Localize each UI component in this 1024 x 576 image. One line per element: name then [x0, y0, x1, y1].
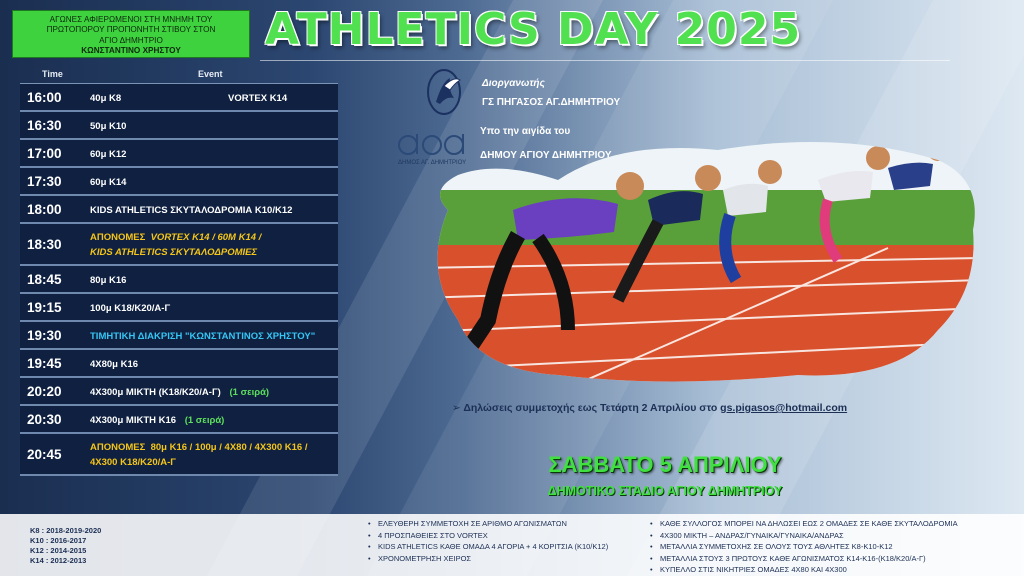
memorial-name: ΚΩΝΣΤΑΝΤΙΝΟ ΧΡΗΣΤΟΥ [81, 45, 181, 55]
awards-events: VORTEX K14 / 60M K14 / [150, 232, 262, 243]
memorial-line: ΠΡΩΤΟΠΟΡΟΥ ΠΡΟΠΟΝΗΤΗ ΣΤΙΒΟΥ ΣΤΟΝ [46, 25, 216, 35]
schedule-row [20, 350, 338, 378]
row-event-line [90, 387, 269, 398]
athletes-photo [418, 120, 983, 388]
registration-email-link[interactable]: gs.pigasos@hotmail.com [720, 402, 848, 414]
row-event: 80μ K16 [90, 275, 127, 286]
schedule-row [20, 434, 338, 476]
schedule-row [20, 112, 338, 140]
row-event: 4Χ80μ K16 [90, 359, 139, 370]
registration-note [452, 402, 847, 414]
row-time: 19:15 [27, 300, 62, 315]
heat-note: (1 σειρά) [184, 415, 225, 426]
row-time: 18:30 [27, 237, 62, 252]
rule-item: • ΕΛΕΥΘΕΡΗ ΣΥΜΜΕΤΟΧΗ ΣΕ ΑΡΙΘΜΟ ΑΓΩΝΙΣΜΑΤΩΝ [368, 518, 608, 530]
page-title: ATHLETICS DAY 2025 [265, 4, 802, 55]
awards-label: ΑΠΟΝΟΜΕΣ [90, 232, 146, 243]
registration-text: Δηλώσεις συμμετοχής εως Τετάρτη 2 Απριλίου στο [463, 402, 718, 414]
age-group-item: K10 : 2016-2017 [30, 536, 87, 545]
age-group-item: K8 : 2018-2019-2020 [30, 526, 102, 535]
row-time: 17:30 [27, 174, 62, 189]
row-time: 19:45 [27, 356, 62, 371]
rule-item: • 4 ΠΡΟΣΠΑΘΕΙΕΣ ΣΤΟ VORTEX [368, 530, 608, 542]
rule-item: • KIDS ATHLETICS ΚΑΘΕ ΟΜΑΔΑ 4 ΑΓΟΡΙΑ + 4 ΚΟΡΙΤΣΙΑ (Κ10/Κ12) [368, 541, 608, 553]
aegis-label: Υπο την αιγίδα του [480, 126, 571, 137]
schedule-row [20, 406, 338, 434]
row-event: 4Χ300μ ΜΙΚΤΗ (K18/K20/Α-Γ) [90, 387, 221, 398]
event-date: ΣΑΒΒΑΤΟ 5 ΑΠΡΙΛΙΟΥ [548, 452, 782, 477]
row-event: 4Χ300μ ΜΙΚΤΗ K16 [90, 415, 177, 426]
row-time: 19:30 [27, 328, 62, 343]
rule-item: • ΧΡΟΝΟΜΕΤΡΗΣΗ ΧΕΙΡΟΣ [368, 553, 608, 565]
aegis-name: ΔΗΜΟΥ ΑΓΙΟΥ ΔΗΜΗΤΡΙΟΥ [480, 150, 612, 161]
schedule-row [20, 322, 338, 350]
row-time: 20:20 [27, 384, 62, 399]
schedule-row [20, 84, 338, 112]
header-event: Event [198, 69, 223, 79]
row-time: 16:30 [27, 118, 62, 133]
row-event: KIDS ATHLETICS ΣΚΥΤΑΛΟΔΡΟΜΙΑ K10/K12 [90, 205, 293, 216]
heat-note: (1 σειρά) [229, 387, 270, 398]
row-time: 18:00 [27, 202, 62, 217]
row-event-line [90, 415, 224, 426]
schedule-header [20, 66, 338, 84]
awards-events-continued: 4Χ300 K18/K20/Α-Γ [90, 457, 176, 468]
awards-events: 80μ K16 / 100μ / 4Χ80 / 4Χ300 K16 / [150, 442, 308, 453]
header-time: Time [42, 69, 63, 79]
age-group-item: K14 : 2012-2013 [30, 556, 87, 565]
rules-list-right [650, 518, 958, 576]
pegasus-logo [414, 68, 474, 116]
rule-item: • ΚΥΠΕΛΛΟ ΣΤΙΣ ΝΙΚΗΤΡΙΕΣ ΟΜΑΔΕΣ 4Χ80 ΚΑΙ 4Χ300 [650, 564, 958, 576]
memorial-line: ΑΓΙΟ ΔΗΜΗΤΡΙΟ [99, 35, 163, 45]
awards-label: ΑΠΟΝΟΜΕΣ [90, 442, 146, 453]
row-time: 20:45 [27, 447, 62, 462]
row-event: 60μ K12 [90, 149, 127, 160]
row-event-line [90, 442, 307, 453]
title-divider [260, 60, 950, 61]
row-time: 16:00 [27, 90, 62, 105]
rule-item: • ΜΕΤΑΛΛΙΑ ΣΤΟΥΣ 3 ΠΡΩΤΟΥΣ ΚΑΘΕ ΑΓΩΝΙΣΜΑΤΟΣ Κ14-Κ16-(Κ18/Κ20/Α-Γ) [650, 553, 958, 565]
rules-list-left [368, 518, 608, 564]
municipality-caption: ΔΗΜΟΣ ΑΓ. ΔΗΜΗΤΡΙΟΥ [398, 160, 467, 166]
memorial-box [12, 10, 250, 58]
schedule-row [20, 168, 338, 196]
row-event-secondary: VORTEX K14 [228, 93, 288, 104]
age-groups [30, 526, 101, 566]
schedule-table [20, 66, 338, 476]
memorial-line: ΑΓΩΝΕΣ ΑΦΙΕΡΩΜΕΝΟΙ ΣΤΗ ΜΝΗΜΗ ΤΟΥ [49, 15, 213, 24]
schedule-row [20, 140, 338, 168]
row-time: 17:00 [27, 146, 62, 161]
arrow-icon: ➢ [452, 402, 461, 414]
awards-events-continued: KIDS ATHLETICS ΣΚΥΤΑΛΟΔΡΟΜΙΕΣ [90, 247, 258, 258]
schedule-row [20, 266, 338, 294]
row-event-line [90, 232, 261, 243]
schedule-row [20, 224, 338, 266]
rule-item: • 4Χ300 ΜΙΚΤΗ – ΑΝΔΡΑΣ/ΓΥΝΑΙΚΑ/ΓΥΝΑΙΚΑ/ΑΝΔΡΑΣ [650, 530, 958, 542]
row-event: 100μ K18/K20/Α-Γ [90, 303, 171, 314]
row-time: 18:45 [27, 272, 62, 287]
schedule-row [20, 196, 338, 224]
tribute-event: ΤΙΜΗΤΙΚΗ ΔΙΑΚΡΙΣΗ "ΚΩΝΣΤΑΝΤΙΝΟΣ ΧΡΗΣΤΟΥ" [90, 331, 316, 342]
footer-panel [0, 514, 1024, 576]
organizer-name: ΓΣ ΠΗΓΑΣΟΣ ΑΓ.ΔΗΜΗΤΡΙΟΥ [482, 97, 621, 108]
rule-item: • ΚΑΘΕ ΣΥΛΛΟΓΟΣ ΜΠΟΡΕΙ ΝΑ ΔΗΛΩΣΕΙ ΕΩΣ 2 ΟΜΑΔΕΣ ΣΕ ΚΑΘΕ ΣΚΥΤΑΛΟΔΡΟΜΙΑ [650, 518, 958, 530]
organizer-label: Διοργανωτής [482, 78, 545, 89]
schedule-row [20, 294, 338, 322]
event-venue: ΔΗΜΟΤΙΚΟ ΣΤΑΔΙΟ ΑΓΙΟΥ ΔΗΜΗΤΡΙΟΥ [547, 484, 783, 498]
schedule-row [20, 378, 338, 406]
age-group-item: K12 : 2014-2015 [30, 546, 87, 555]
row-time: 20:30 [27, 412, 62, 427]
rule-item: • ΜΕΤΑΛΛΙΑ ΣΥΜΜΕΤΟΧΗΣ ΣΕ ΟΛΟΥΣ ΤΟΥΣ ΑΘΛΗΤΕΣ Κ8-Κ10-Κ12 [650, 541, 958, 553]
row-event: 60μ K14 [90, 177, 127, 188]
row-event: 40μ K8 [90, 93, 122, 104]
row-event: 50μ K10 [90, 121, 127, 132]
